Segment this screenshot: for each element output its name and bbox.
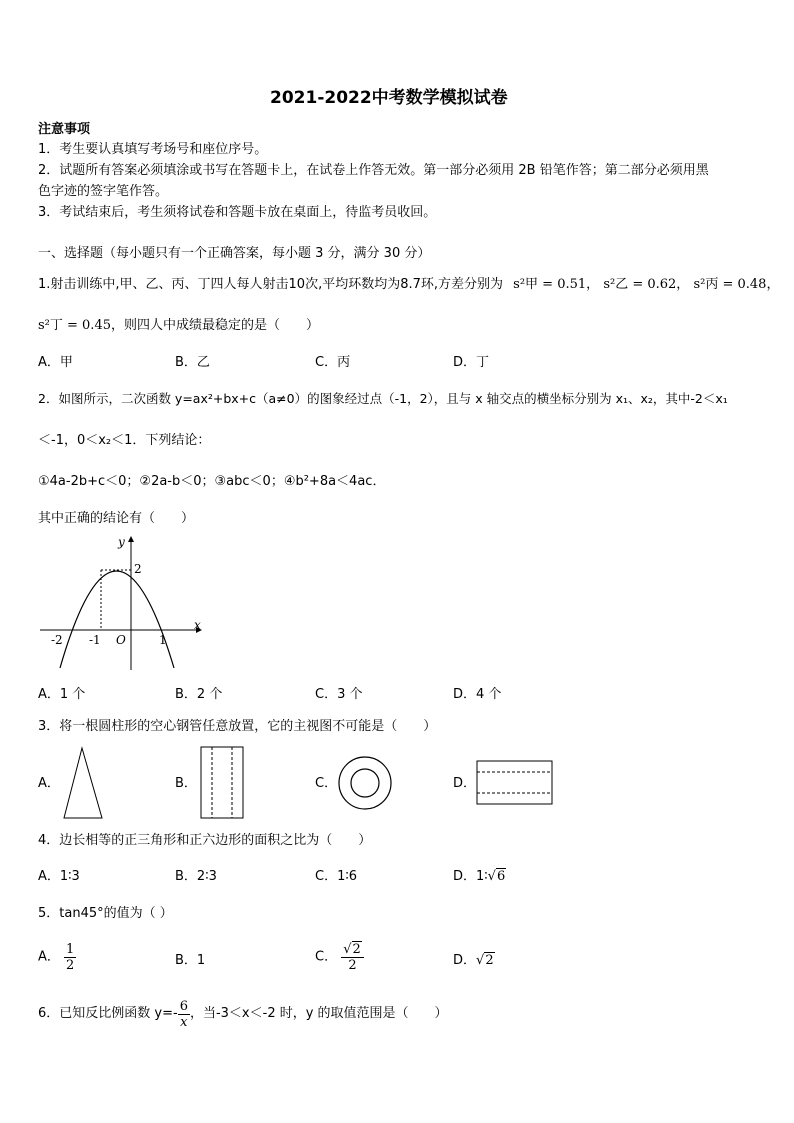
notice-item: 3．考试结束后，考生须将试卷和答题卡放在桌面上，待监考员收回。	[38, 205, 437, 220]
q2-text-2: ＜-1，0＜x₂＜1．下列结论：	[38, 433, 211, 448]
q1-option-c[interactable]: C．丙	[315, 355, 351, 370]
q3-option-c-label[interactable]: C．	[315, 776, 338, 791]
q5-option-d[interactable]: D．√2	[453, 953, 494, 968]
q4-option-d[interactable]: D．1∶√6	[453, 869, 506, 884]
q4-text: 4．边长相等的正三角形和正六边形的面积之比为（ ）	[38, 833, 372, 848]
y-axis-arrow	[128, 536, 134, 542]
q2-option-d[interactable]: D．4 个	[453, 687, 502, 702]
q3-option-b-rect-vertical[interactable]	[200, 746, 246, 820]
x-axis-label: x	[194, 618, 201, 632]
origin-label: O	[116, 633, 126, 647]
notice-item: 1．考生要认真填写考场号和座位序号。	[38, 142, 268, 157]
q1-option-b[interactable]: B．乙	[175, 355, 210, 370]
q3-option-d-rect-horizontal[interactable]	[476, 760, 554, 806]
q3-option-b-label[interactable]: B．	[175, 776, 197, 791]
q4-option-b[interactable]: B．2∶3	[175, 869, 217, 884]
q5-option-a[interactable]: A． $\frac{1}{2}$	[38, 942, 75, 973]
tick-label: 1	[159, 633, 167, 647]
q2-parabola-graph	[36, 532, 208, 674]
q3-option-a-triangle[interactable]	[62, 746, 104, 820]
q2-conclusions: ①4a-2b+c＜0；②2a-b＜0；③abc＜0；④b²+8a＜4ac．	[38, 474, 386, 489]
notice-item: 2．试题所有答案必须填涂或书写在答题卡上，在试卷上作答无效。第一部分必须用 2B 铅笔作答；第二部分必须用黑	[38, 163, 709, 178]
q6-text: 6．已知反比例函数 y=- $\frac{6}{x}$ ，当-3＜x＜-2 时，y 的取值范围是（ ）	[38, 998, 448, 1030]
notice-heading: 注意事项	[38, 122, 91, 137]
tick-label: -1	[89, 633, 101, 647]
y-axis-label: y	[118, 535, 125, 549]
q1-s-yi: s²乙 = 0.62，	[603, 277, 690, 292]
q3-text: 3．将一根圆柱形的空心钢管任意放置，它的主视图不可能是（ ）	[38, 719, 437, 734]
tick-label: 2	[134, 562, 142, 576]
q2-option-b[interactable]: B．2 个	[175, 687, 223, 702]
q1-s-bing: s²丙 = 0.48，	[693, 277, 780, 292]
q2-option-a[interactable]: A．1 个	[38, 687, 86, 702]
tick-label: -2	[51, 633, 63, 647]
q2-question: 其中正确的结论有（ ）	[38, 511, 195, 526]
notice-item: 色字迹的签字笔作答。	[38, 184, 169, 199]
q5-option-c[interactable]: C． $\frac{√2}{2}$	[315, 942, 364, 973]
q5-option-b[interactable]: B．1	[175, 953, 206, 968]
q1-option-a[interactable]: A．甲	[38, 355, 73, 370]
page-title: 2021-2022中考数学模拟试卷	[270, 88, 508, 108]
q2-text: 2．如图所示，二次函数 y=ax²+bx+c（a≠0）的图象经过点（-1，2），且与 x 轴交点的横坐标分别为 x₁、x₂，其中-2＜x₁	[38, 391, 728, 406]
parabola-curve	[60, 571, 174, 668]
q1-text-2: s²丁 = 0.45，则四人中成绩最稳定的是（ ）	[38, 318, 320, 333]
q1-s-ding: s²丁 = 0.45	[38, 318, 111, 333]
q3-option-a-label[interactable]: A．	[38, 776, 60, 791]
q1-s-jia: s²甲 = 0.51，	[513, 277, 600, 292]
q4-option-a[interactable]: A．1∶3	[38, 869, 80, 884]
q1-option-d[interactable]: D．丁	[453, 355, 490, 370]
q2-option-c[interactable]: C．3 个	[315, 687, 363, 702]
q3-option-c-ring[interactable]	[337, 755, 393, 811]
q1-text: 1.射击训练中,甲、乙、丙、丁四人每人射击10次,平均环数均为8.7环,方差分别为 s²甲 = 0.51， s²乙 = 0.62， s²丙 = 0.48，	[38, 277, 780, 292]
q4-option-c[interactable]: C．1∶6	[315, 869, 358, 884]
section-heading: 一、选择题（每小题只有一个正确答案，每小题 3 分，满分 30 分）	[38, 246, 431, 261]
q3-option-d-label[interactable]: D．	[453, 776, 477, 791]
q5-text: 5．tan45°的值为（ ）	[38, 906, 173, 921]
